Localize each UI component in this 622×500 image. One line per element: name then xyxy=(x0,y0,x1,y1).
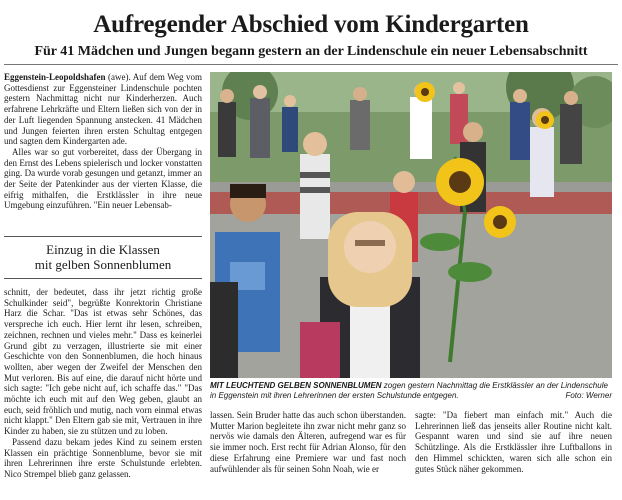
headline-divider xyxy=(4,64,618,65)
lead-text: (awe). Auf dem Weg vom Gottesdienst zur Eggensteiner Lindenschule pochten gestern Nachmittag nicht nur Kinderherzen. Auch erfahrene Lehrkräfte und Eltern ließen sich von der in der Luft liegenden Spannung anstecken. 41 Mädchen und Jungen feierten ihren ersten Schultag entgegen und sagten dem Kindergarten ade. xyxy=(4,72,202,147)
body-paragraph: Passend dazu bekam jedes Kind zu seinem ersten Klassen ein prächtige Sonnenblume, bevor sie mit ihren Lehrerinnen ihre erste Schulstunde erlebten. Nico Strempel blieb ganz gelassen. xyxy=(4,436,202,479)
photo-caption xyxy=(210,381,612,401)
intertitle xyxy=(4,236,202,279)
column-1-bottom xyxy=(4,287,202,480)
photo-illustration xyxy=(210,72,612,378)
photo-credit: Foto: Werner xyxy=(565,391,612,400)
column-3 xyxy=(415,410,612,474)
body-paragraph: sagte: "Da fiebert man einfach mit." Auch die Lehrerinnen ließ das jenseits aller Routine nicht kalt. Gespannt waren und sind sie auf ihre neuen Schützlinge. Als die Erstklässler ihre Luftballons in den Himmel schickten, waren sich alle schon ein gutes Stück näher gekommen. xyxy=(415,410,612,474)
body-paragraph: lassen. Sein Bruder hatte das auch schon überstanden. Mutter Marion begleitete ihn zwar nicht mehr ganz so nervös wie damals den Älteren, aufregend war es für sie immer noch. Erst recht für Adrian Alonso, für den diese Erfahrung eine Premiere war und fast noch aufwühlender als für seinen Sohn Noah, wie er xyxy=(210,410,406,474)
intertitle-line-2: mit gelben Sonnenblumen xyxy=(34,257,172,272)
caption-lead: MIT LEUCHTEND GELBEN SONNENBLUMEN xyxy=(210,381,382,390)
body-paragraph: schnitt, der bedeutet, dass ihr jetzt richtig große Schulkinder seid", begrüßte Konrektorin Christiane Harz die Schar. "Das ist etwas sehr Schönes, das verspreche ich euch. Hier lernt ihr lesen, schreiben, zeichnen, rechnen und vieles mehr." Dass es keinerlei Grund gibt zu verzagen, illustrierte sie mit einer Geschichte von den Sonnenblumen, die hoch hinaus wollten, aber wegen der Zweifel der Menschen den Mut verloren. Bis auf eine, die darauf nicht hörte und sich sagte: "Ich gebe nicht auf, ich schaffe das." "Das möchte ich euch mit auf den Weg geben, glaubt an euch, seid fröhlich und mutig, nach vorn einmal etwas nicht klappt." Den Eltern gab sie mit, Vertrauen in ihre Kinder zu haben, sie zu stützen und zu loben. xyxy=(4,287,202,437)
intertitle-line-1: Einzug in die Klassen xyxy=(46,242,160,257)
article-headline: Aufregender Abschied vom Kindergarten xyxy=(93,11,529,38)
caption-text: zogen gestern Nachmittag die Erstklässler an der Lindenschule in Eggenstein mit ihren Lehrerinnen der ersten Schulstunde entgegen. xyxy=(210,381,608,400)
lead-paragraph xyxy=(4,72,202,147)
dateline: Eggenstein-Leopoldshafen xyxy=(4,72,106,82)
body-paragraph: Alles war so gut vorbereitet, dass der Übergang in den Ernst des Lebens spielerisch und locker vonstatten ging. Da wurde vorab gesungen und getanzt, immer an der Seite der Patenkinder aus der vierten Klasse, die eifrig mithalfen, die Erstklässler in ihre neue Umgebung einzuführen. "Ein neuer Lebensab- xyxy=(4,146,202,211)
column-1-top xyxy=(4,72,202,211)
column-2 xyxy=(210,410,406,474)
article-photo xyxy=(210,72,612,378)
article-subheadline: Für 41 Mädchen und Jungen begann gestern an der Lindenschule ein neuer Lebensabschnitt xyxy=(34,44,588,59)
